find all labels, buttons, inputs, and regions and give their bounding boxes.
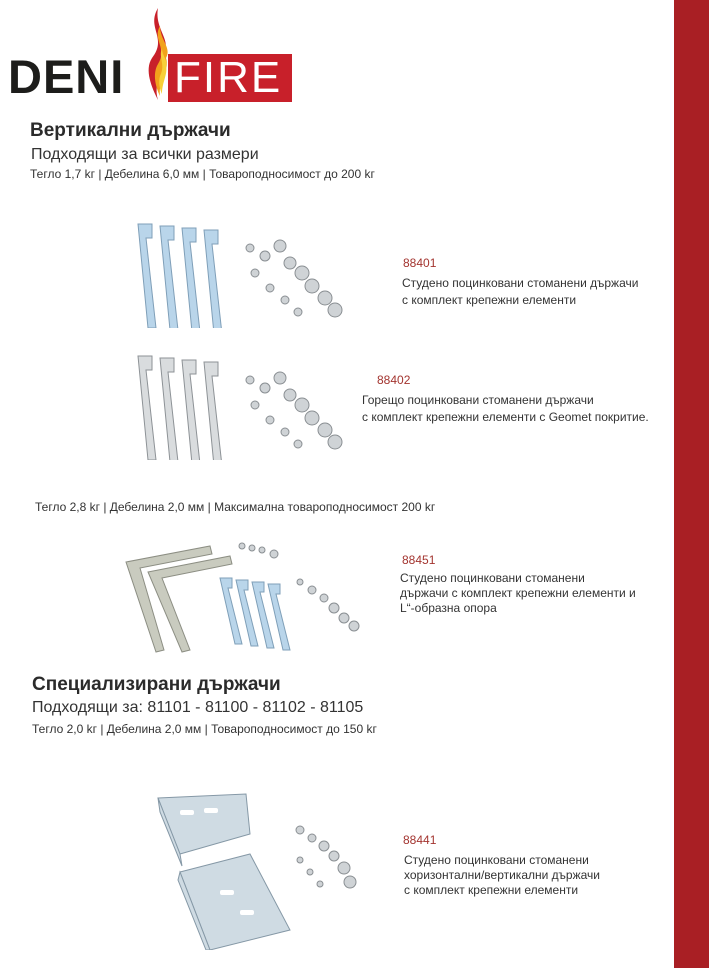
- section1-subtitle: Подходящи за всички размери: [31, 146, 259, 163]
- section1b-specs: Тегло 2,8 kг | Дебелина 2,0 мм | Максимална товароподносимост 200 kг: [35, 500, 436, 514]
- section2-title: Специализирани държачи: [32, 674, 281, 695]
- product-desc-88441: Студено поцинковани стоманени хоризонтални/вертикални държачи с комплект крепежни елементи: [404, 853, 600, 897]
- product-code-88402: 88402: [377, 373, 411, 387]
- logo-text-deni: DENI: [8, 50, 125, 103]
- product-desc-88451: Студено поцинковани стоманени държачи с комплект крепежни елементи и L“-образна опора: [400, 571, 636, 615]
- product-image-88451: [120, 538, 365, 658]
- section2-specs: Тегло 2,0 kг | Дебелина 2,0 мм | Товароподносимост до 150 kг: [32, 722, 377, 736]
- section1-title: Вертикални държачи: [30, 120, 231, 141]
- brand-sidebar: [674, 0, 709, 968]
- section2-subtitle: Подходящи за: 81101 - 81100 - 81102 - 81105: [32, 699, 364, 716]
- product-desc-88401: Студено поцинковани стоманени държачи с комплект крепежни елементи: [402, 276, 639, 307]
- product-code-88451: 88451: [402, 553, 436, 567]
- product-image-88441: [150, 790, 365, 950]
- logo-text-fire: FIRE: [174, 53, 283, 102]
- product-image-88401: [130, 218, 360, 328]
- brand-logo: [6, 8, 296, 103]
- product-image-88402: [130, 350, 360, 460]
- product-code-88441: 88441: [403, 833, 437, 847]
- product-desc-88402: Горещо поцинковани стоманени държачи с комплект крепежни елементи с Geomet покритие.: [362, 393, 649, 424]
- section1-specs: Тегло 1,7 kг | Дебелина 6,0 мм | Товароподносимост до 200 kг: [30, 167, 375, 181]
- product-code-88401: 88401: [403, 256, 437, 270]
